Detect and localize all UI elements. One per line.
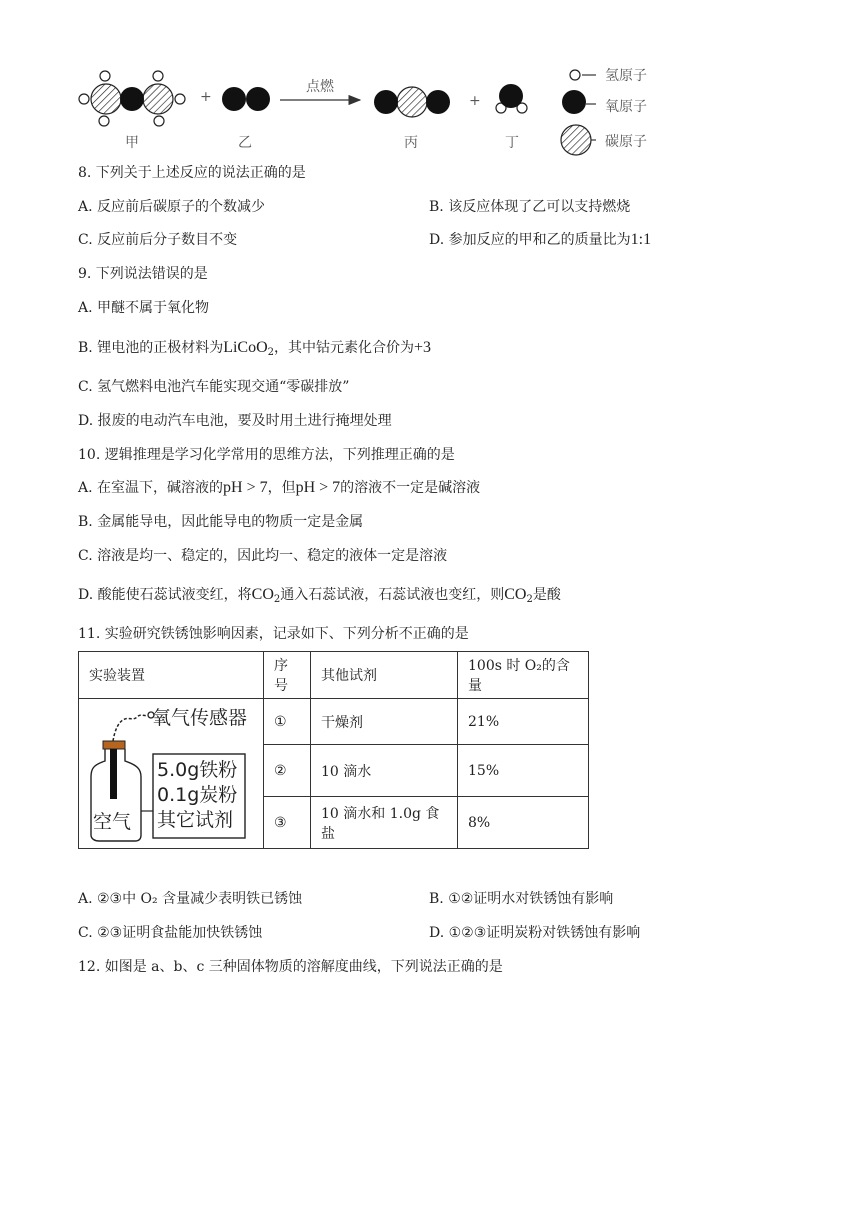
- q9-option-c[interactable]: C. 氢气燃料电池汽车能实现交通“零碳排放”: [78, 379, 350, 395]
- molecule-yi: [222, 87, 270, 111]
- q9-option-b-text: B. 锂电池的正极材料为: [78, 340, 224, 356]
- apparatus-cell: [79, 699, 264, 849]
- q8-option-d-text: D. 参加反应的甲和乙的质量比为: [429, 232, 631, 248]
- header-reagent: 其他试剂: [311, 652, 458, 699]
- q8-stem: 8. 下列关于上述反应的说法正确的是: [78, 165, 306, 181]
- q12-stem: 12. 如图是 a、b、c 三种固体物质的溶解度曲线，下列说法正确的是: [78, 959, 503, 975]
- q9-option-b-formula: LiCoO: [223, 339, 268, 356]
- sensor-label: 氧气传感器: [152, 707, 248, 729]
- q10-option-d-part2: 通入石蕊试液，石蕊试液也变红，则: [280, 587, 505, 603]
- reaction-condition: 点燃: [306, 79, 334, 95]
- row1-reagent: 干燥剂: [311, 699, 458, 745]
- table-row: [79, 699, 589, 745]
- q11-option-b[interactable]: B. ①②证明水对铁锈蚀有影响: [429, 891, 614, 907]
- q9-option-b-valence: +3: [414, 339, 432, 356]
- q11-option-d[interactable]: D. ①②③证明炭粉对铁锈蚀有影响: [429, 925, 641, 941]
- q9-option-d[interactable]: D. 报废的电动汽车电池，要及时用土进行掩埋处理: [78, 413, 392, 429]
- row3-reagent: 10 滴水和 1.0g 食盐: [311, 797, 458, 849]
- q8-option-d-ratio: 1:1: [630, 231, 652, 248]
- q10-option-d-co2-b: CO: [504, 586, 527, 603]
- plus-sign-2: +: [469, 93, 481, 109]
- air-label: 空气: [93, 811, 132, 833]
- q10-option-d-sub-b: 2: [526, 594, 533, 605]
- contents-carbon: 0.1g炭粉: [157, 784, 238, 806]
- q8-option-a[interactable]: A. 反应前后碳原子的个数减少: [78, 199, 266, 215]
- q10-option-d-co2-a: CO: [251, 586, 274, 603]
- plus-sign-1: +: [200, 89, 212, 105]
- q10-option-d-sub-a: 2: [273, 594, 281, 605]
- apparatus-figure: [79, 699, 263, 848]
- q10-option-d-part1: D. 酸能使石蕊试液变红，将: [78, 587, 252, 603]
- q11-option-c[interactable]: C. ②③证明食盐能加快铁锈蚀: [78, 925, 263, 941]
- q10-option-d[interactable]: [78, 585, 561, 610]
- table-header-row: [79, 652, 589, 699]
- label-yi: 乙: [238, 135, 252, 151]
- label-ding: 丁: [505, 135, 519, 151]
- row2-number: ②: [264, 745, 311, 797]
- row3-o2: 8%: [458, 797, 589, 849]
- molecule-jia: [79, 71, 185, 126]
- row1-o2: 21%: [458, 699, 589, 745]
- q8-option-d[interactable]: [429, 230, 651, 250]
- q10-option-a-part1: A. 在室温下，碱溶液的: [78, 480, 224, 496]
- q9-option-a[interactable]: A. 甲醚不属于氧化物: [78, 300, 210, 316]
- q9-stem: 9. 下列说法错误的是: [78, 266, 208, 282]
- header-number: 序号: [264, 652, 311, 699]
- row3-number: ③: [264, 797, 311, 849]
- molecule-ding: [496, 84, 527, 113]
- q8-option-c[interactable]: C. 反应前后分子数目不变: [78, 232, 238, 248]
- row1-number: ①: [264, 699, 311, 745]
- legend-hydrogen: 氢原子: [605, 68, 647, 84]
- row2-o2: 15%: [458, 745, 589, 797]
- row2-reagent: 10 滴水: [311, 745, 458, 797]
- contents-list: [157, 758, 237, 833]
- header-apparatus: 实验装置: [79, 652, 264, 699]
- header-o2: 100s 时 O₂的含量: [458, 652, 589, 699]
- experiment-table: [78, 651, 589, 849]
- q10-option-c[interactable]: C. 溶液是均一、稳定的，因此均一、稳定的液体一定是溶液: [78, 548, 448, 564]
- contents-other: 其它试剂: [157, 809, 234, 831]
- label-jia: 甲: [125, 135, 139, 151]
- legend-oxygen: 氧原子: [605, 99, 647, 115]
- contents-iron: 5.0g铁粉: [157, 759, 238, 781]
- q11-option-a[interactable]: A. ②③中 O₂ 含量减少表明铁已锈蚀: [78, 891, 303, 907]
- q9-option-b[interactable]: [78, 338, 431, 363]
- q10-option-a-part3: 的溶液不一定是碱溶液: [340, 480, 481, 496]
- q10-option-b[interactable]: B. 金属能导电，因此能导电的物质一定是金属: [78, 514, 364, 530]
- q9-option-b-subscript: 2: [267, 347, 275, 358]
- q11-stem: 11. 实验研究铁锈蚀影响因素，记录如下、下列分析不正确的是: [78, 626, 469, 642]
- q10-option-a-ph1: pH > 7: [223, 479, 268, 496]
- label-bing: 丙: [404, 135, 418, 151]
- legend-carbon: 碳原子: [605, 134, 647, 150]
- q8-option-b[interactable]: B. 该反应体现了乙可以支持燃烧: [429, 199, 631, 215]
- legend-symbols: [561, 70, 596, 155]
- q10-option-a-part2: ，但: [267, 480, 296, 496]
- q10-option-a-ph2: pH > 7: [295, 479, 341, 496]
- reaction-diagram: [70, 62, 690, 162]
- q9-option-b-mid: ，其中钴元素化合价为: [274, 340, 415, 356]
- q10-stem: 10. 逻辑推理是学习化学常用的思维方法，下列推理正确的是: [78, 447, 455, 463]
- q10-option-d-part3: 是酸: [532, 587, 561, 603]
- q10-option-a[interactable]: [78, 478, 480, 498]
- molecule-bing: [374, 87, 450, 117]
